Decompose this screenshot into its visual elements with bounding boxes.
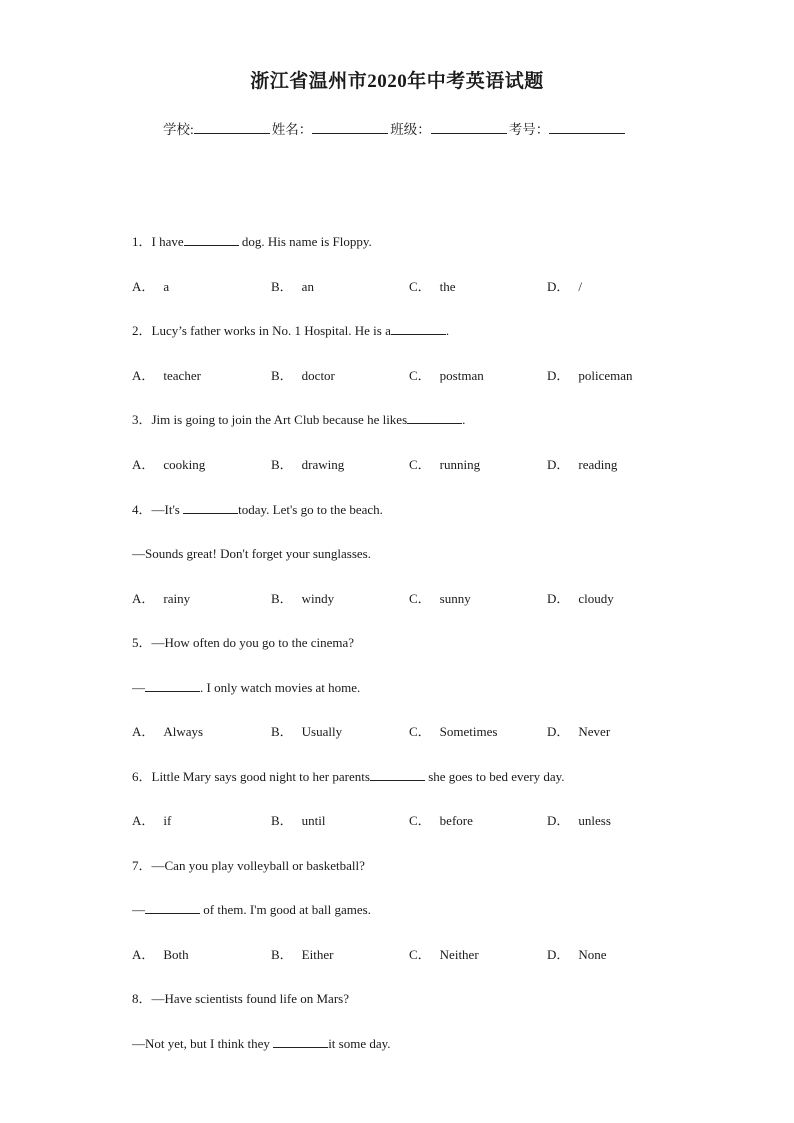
option-text: Either (301, 947, 334, 962)
option-letter: C． (409, 279, 431, 294)
option-letter: A． (132, 279, 155, 294)
stem-text: . (445, 323, 450, 338)
option-text: Usually (301, 724, 343, 739)
stem-text: . (462, 412, 466, 427)
question-1-option-a[interactable] (132, 279, 169, 295)
question-5-option-a[interactable] (132, 724, 203, 740)
stem-text: 4．—It's (132, 502, 184, 517)
option-text: reading (578, 457, 618, 472)
question-3-option-d[interactable] (547, 457, 617, 473)
option-text: None (578, 947, 607, 962)
question-3-option-c[interactable] (409, 457, 480, 473)
question-6-stem (132, 769, 565, 785)
question-6-option-d[interactable] (547, 813, 611, 829)
info-label: 姓名： (271, 122, 313, 137)
answer-blank[interactable] (183, 502, 238, 514)
info-name (272, 118, 391, 138)
option-letter: A． (132, 368, 155, 383)
question-4-option-b[interactable] (271, 591, 334, 607)
option-text: Never (578, 724, 611, 739)
question-4-option-a[interactable] (132, 591, 190, 607)
stem-text: of them. I'm good at ball games. (200, 902, 371, 917)
question-2-option-c[interactable] (409, 368, 484, 384)
question-1-option-d[interactable] (547, 279, 582, 295)
option-letter: D． (547, 591, 570, 606)
stem-text: today. Let's go to the beach. (238, 502, 383, 517)
stem-text: 1．I have (132, 234, 184, 249)
option-letter: C． (409, 724, 431, 739)
option-letter: D． (547, 457, 570, 472)
question-5-dialogue-reply (132, 680, 360, 696)
option-text: doctor (301, 368, 335, 383)
question-7-stem: 7．—Can you play volleyball or basketball? (132, 858, 365, 873)
option-text: sunny (439, 591, 471, 606)
stem-text: — (132, 680, 145, 695)
exam-number-blank[interactable] (549, 121, 625, 134)
option-text: running (439, 457, 481, 472)
question-1-stem (132, 234, 372, 250)
stem-text: dog. His name is Floppy. (238, 234, 372, 249)
stem-text: — (132, 902, 145, 917)
option-text: before (439, 813, 473, 828)
answer-blank[interactable] (145, 680, 200, 692)
option-letter: C． (409, 813, 431, 828)
option-text: policeman (578, 368, 633, 383)
question-4-dialogue-reply: —Sounds great! Don't forget your sunglasses. (132, 546, 371, 561)
question-3-option-b[interactable] (271, 457, 344, 473)
stem-text: she goes to bed every day. (424, 769, 565, 784)
option-letter: B． (271, 457, 293, 472)
question-1-option-c[interactable] (409, 279, 456, 295)
info-label: 考号： (508, 122, 550, 137)
option-letter: B． (271, 724, 293, 739)
question-2-option-d[interactable] (547, 368, 633, 384)
answer-blank[interactable] (184, 234, 239, 246)
option-text: the (439, 279, 456, 294)
question-2-option-b[interactable] (271, 368, 335, 384)
question-5-stem: 5．—How often do you go to the cinema? (132, 635, 355, 650)
question-7-dialogue-reply (132, 902, 371, 918)
student-info-line (163, 118, 627, 138)
option-letter: C． (409, 368, 431, 383)
answer-blank[interactable] (391, 323, 446, 335)
question-7-option-d[interactable] (547, 947, 607, 963)
info-school (163, 118, 272, 138)
option-letter: B． (271, 947, 293, 962)
stem-text: —Not yet, but I think they (132, 1036, 274, 1051)
answer-blank[interactable] (370, 769, 425, 781)
option-text: Both (163, 947, 189, 962)
answer-blank[interactable] (145, 902, 200, 914)
option-letter: B． (271, 368, 293, 383)
option-text: if (163, 813, 172, 828)
option-text: unless (578, 813, 611, 828)
option-text: cooking (163, 457, 206, 472)
question-7-option-c[interactable] (409, 947, 479, 963)
question-6-option-a[interactable] (132, 813, 171, 829)
question-3-stem (132, 412, 465, 428)
option-text: a (163, 279, 170, 294)
option-letter: A． (132, 591, 155, 606)
question-3-option-a[interactable] (132, 457, 205, 473)
option-letter: B． (271, 813, 293, 828)
question-2-option-a[interactable] (132, 368, 201, 384)
info-exam-number (509, 118, 628, 138)
question-7-option-b[interactable] (271, 947, 333, 963)
option-letter: D． (547, 947, 570, 962)
option-text: Sometimes (439, 724, 498, 739)
question-4-option-d[interactable] (547, 591, 614, 607)
question-1-option-b[interactable] (271, 279, 314, 295)
option-text: until (301, 813, 326, 828)
stem-text: . I only watch movies at home. (200, 680, 361, 695)
question-8-stem: 8．—Have scientists found life on Mars? (132, 991, 349, 1006)
option-letter: D． (547, 724, 570, 739)
school-blank[interactable] (194, 121, 270, 134)
option-letter: B． (271, 279, 293, 294)
answer-blank[interactable] (273, 1036, 328, 1048)
option-letter: A． (132, 947, 155, 962)
page-title: 浙江省温州市2020年中考英语试题 (250, 71, 544, 92)
option-letter: C． (409, 457, 431, 472)
option-letter: D． (547, 813, 570, 828)
info-class (390, 118, 509, 138)
option-text: windy (301, 591, 335, 606)
question-4-stem (132, 502, 383, 518)
answer-blank[interactable] (407, 412, 462, 424)
option-text: teacher (163, 368, 201, 383)
option-text: / (578, 279, 583, 294)
class-blank[interactable] (431, 121, 507, 134)
stem-text: 6．Little Mary says good night to her parents (132, 769, 370, 784)
name-blank[interactable] (312, 121, 388, 134)
stem-text: 2．Lucy’s father works in No. 1 Hospital. He is a (132, 323, 391, 338)
info-label: 班级： (390, 122, 431, 137)
option-letter: D． (547, 368, 570, 383)
option-text: postman (439, 368, 484, 383)
question-5-option-c[interactable] (409, 724, 497, 740)
option-letter: C． (409, 947, 431, 962)
option-letter: A． (132, 724, 155, 739)
question-6-option-b[interactable] (271, 813, 326, 829)
option-letter: B． (271, 591, 293, 606)
option-letter: D． (547, 279, 570, 294)
stem-text: it some day. (328, 1036, 391, 1051)
question-8-dialogue-reply (132, 1036, 391, 1052)
question-2-stem (132, 323, 449, 339)
stem-text: 3．Jim is going to join the Art Club because he likes (132, 412, 408, 427)
option-text: an (301, 279, 314, 294)
option-letter: A． (132, 457, 155, 472)
option-text: Always (163, 724, 204, 739)
option-text: Neither (439, 947, 479, 962)
option-text: drawing (301, 457, 345, 472)
option-letter: C． (409, 591, 431, 606)
info-label: 学校: (163, 122, 194, 137)
question-4-option-c[interactable] (409, 591, 471, 607)
option-text: cloudy (578, 591, 614, 606)
question-7-option-a[interactable] (132, 947, 189, 963)
option-text: rainy (163, 591, 191, 606)
option-letter: A． (132, 813, 155, 828)
question-5-option-b[interactable] (271, 724, 342, 740)
question-6-option-c[interactable] (409, 813, 473, 829)
question-5-option-d[interactable] (547, 724, 610, 740)
